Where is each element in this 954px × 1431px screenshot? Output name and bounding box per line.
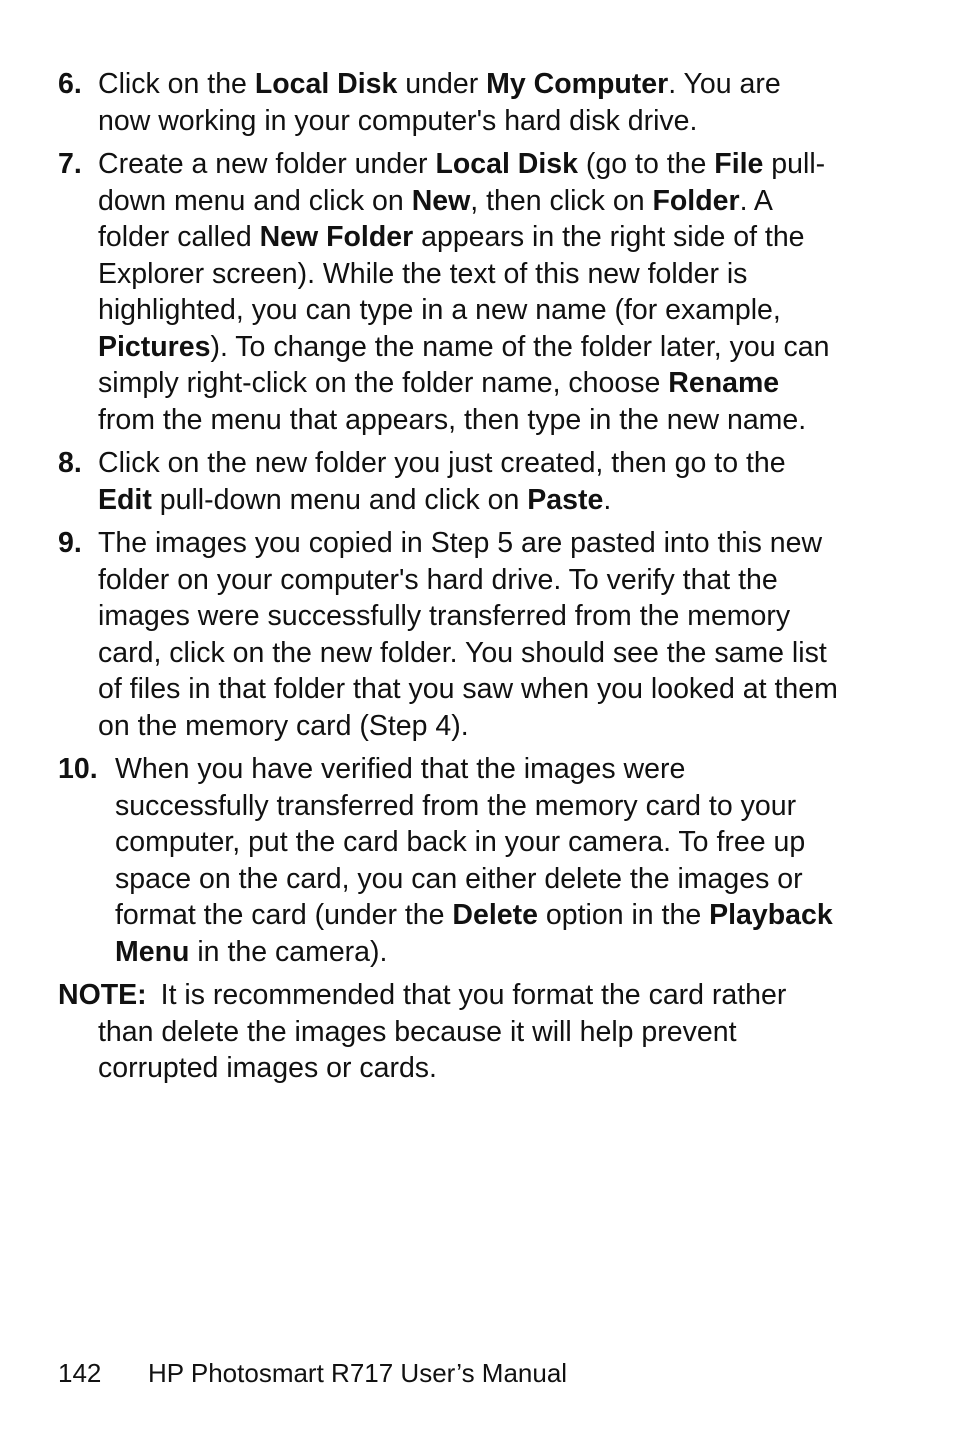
ui-term: Local Disk xyxy=(435,148,579,180)
step-10 xyxy=(58,751,838,970)
note-label: NOTE: xyxy=(58,979,147,1011)
ui-term: Local Disk xyxy=(254,68,398,100)
ui-term: Pictures xyxy=(98,330,211,363)
step-6 xyxy=(58,66,838,139)
step-text: The images you copied in Step 5 are pasted into this new folder on your computer's hard drive. To verify that the images were successfully transferred from the memory card, click on the new folder. You should see the same list of files in that folder that you saw when you looked at them on the memory card (Step 4). xyxy=(98,527,838,742)
page-number: 142 xyxy=(58,1358,102,1388)
note-text: It is recommended that you format the card rather than delete the images because it will help prevent corrupted images or cards. xyxy=(98,979,787,1084)
step-text: Create a new folder under Local Disk (go to the File pull-down menu and click on New, then click on Folder. A folder called New Folder appears in the right side of the Explorer screen). While the text of this new folder is highlighted, you can type in a new name (for example, Pictures). To change the name of the folder later, you can simply right-click on the folder name, choose Rename from the menu that appears, then type in the new name. xyxy=(98,148,830,436)
ui-term: Edit xyxy=(98,483,152,516)
ui-term: Playback Menu xyxy=(115,899,833,968)
ui-term: New xyxy=(411,184,471,217)
ui-term: Folder xyxy=(652,184,740,217)
step-number: 7. xyxy=(58,148,82,180)
step-number: 9. xyxy=(58,527,82,559)
ui-term: Delete xyxy=(452,899,538,931)
manual-title: HP Photosmart R717 User’s Manual xyxy=(148,1358,568,1388)
ui-term: New Folder xyxy=(259,221,414,253)
step-text: Click on the new folder you just created, then go to the Edit pull-down menu and click on Paste. xyxy=(98,447,786,516)
instruction-list xyxy=(58,66,838,1087)
step-text: Click on the Local Disk under My Computer. You are now working in your computer's hard disk drive. xyxy=(98,68,781,137)
ui-term: Rename xyxy=(668,367,780,399)
step-number: 6. xyxy=(58,68,82,100)
step-7 xyxy=(58,146,838,438)
step-9 xyxy=(58,525,838,744)
page-footer xyxy=(58,1356,567,1390)
step-8 xyxy=(58,445,838,518)
ui-term: Paste xyxy=(527,483,604,516)
step-number: 8. xyxy=(58,447,82,479)
ui-term: File xyxy=(714,148,764,180)
ui-term: My Computer xyxy=(486,68,669,100)
step-text: When you have verified that the images were successfully transferred from the memory card to your computer, put the card back in your camera. To free up space on the card, you can either delete the images or format the card (under the Delete option in the Playback Menu in the camera). xyxy=(115,753,833,968)
note xyxy=(58,977,838,1087)
step-number: 10. xyxy=(58,753,98,785)
